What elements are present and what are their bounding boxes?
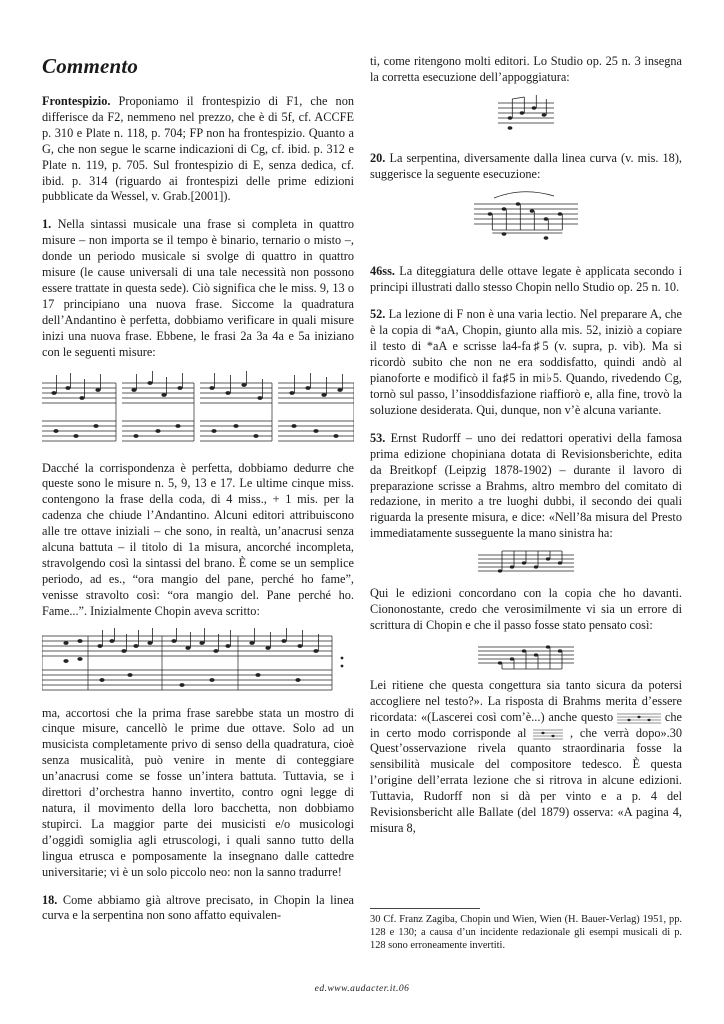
inline-music-brahms-2 [533,727,563,741]
paragraph-note-18 [42,893,354,925]
paragraph-note-46 [370,264,682,296]
inline-music-brahms-1 [617,711,661,725]
footnote-text: 30 Cf. Franz Zagiba, Chopin und Wien, Wien (H. Bauer-Verlag) 1951, pp. 128 e 130; a causa d’un incidente redazionale gli esempi musicali di p. 128 sono erroneamente invertiti. [370,914,682,951]
label-note-46: 46ss. [370,263,395,278]
staff-group-3 [200,383,272,441]
text-note-1a: Nella sintassi musicale una frase si completa in quattro misure – non importa se il tempo è binario, ternario o misto –, donde un periodo musicale si svolge di quattro in quattro misure (le cause universali di una tale necessità non possono essere trattate in questa sede). Ciò significa che le miss. 9, 13 o 17 principiano una nuova frase. Siccome la quadratura dell’Andantino è perfetta, dobbiamo verificare in quali misure inizi una nuova frase. Ebbene, le frasi 2a 3a 4a e 5a iniziano con le seguenti misure: [42,217,354,359]
page-title: Commento [42,54,139,78]
paragraph-frontespizio [42,94,354,205]
footnote [370,908,682,952]
text-note-52: La lezione di F non è una varia lectio. Nel preparare A, che è la copia di *aA, Chopin, giunto alla mis. 52, iniziò a copiare il testo di *aA e scrisse la4-fa♯5 (v. supra, p. vib). Ma si ricordò subito che non ne era soddisfatto, quindi andò al pianoforte e modificò il fa♯5 in mi♭5. Quando, rivedendo Cg, tornò sul passo, l’insoddisfazione riaffiorò e, alla fine, trovò la soluzione desiderata. Qui, dunque, non v’è alcuna variante. [370,307,682,417]
text-note-53c1: Lei ritiene che questa congettura sia tanto sicura da potersi accogliere nel testo?». La risposta di Brahms merita d’essere ricordata: «(Lascerei così com’è...) anche questo [370,677,682,724]
note-stems [57,371,343,398]
music-example-serpentina [474,190,578,252]
note-heads [51,381,342,438]
music-example-appoggiatura [498,93,554,139]
paragraph-note-20 [370,151,682,183]
label-note-52: 52. [370,307,386,322]
paragraph-note-52 [370,307,682,418]
footnote-rule [370,908,480,909]
text-note-46: La diteggiatura delle ottave legate è applicata secondo i principi illustrati dallo stesso Chopin nello Studio op. 25 n. 10. [370,263,682,294]
music-example-measures [42,369,354,453]
paragraph-note-1c: ma, accortosi che la prima frase sarebbe stata un mostro di cinque misure, cancellò le prime due ottave. Solo ad un musicista completamente privo di senso della quadratura, cioè senza musicalità, può venire in mente di conteggiare un’anacrusi come se fosse un’intera battuta. Tuttavia, se i direttori d’orchestra hanno invertito, contro ogni legge di natura, il movimento della loro bacchetta, non dobbiamo stupirci. La maggior parte dei musicisti e/o musicologi d’oggidì somiglia agli etruscologi, i quali sanno tutto della lingua etrusca e pomposamente la insegnano dalle cattedre universitarie; vi è un solo piccolo neo: non la sanno tradurre! [42,705,354,879]
paragraph-note-53b: Qui le edizioni concordano con la copia che ho davanti. Ciononostante, credo che verosimilmente vi sia un errore di scrittura di Chopin e che il passo fosse stato pensato così: [370,586,682,632]
label-note-53: 53. [370,430,386,445]
music-example-rudorff-conjecture [478,641,574,671]
music-example-rudorff-original [478,549,574,579]
label-note-1: 1. [42,217,52,232]
page-footer: ed.www.audacter.it.06 [314,984,410,994]
text-note-53a: Ernst Rudorff – uno dei redattori operativi della famosa prima edizione chopiniana dotata di Revisionsberichte, edita da Breitkopf (Leipzig 1878-1902) – durante il lavoro di preparazione scrisse a Brahms, altro membro del comitato di redazione, in merito a tre luoghi dubbi, il secondo dei quali riguarda la presente misura, e dice: «Nell’8a misura del Presto immediatamente susseguente la mano sinistra ha: [370,430,682,541]
text-note-53c2: che in certo modo corrisponde al [370,709,682,740]
paragraph-note-1 [42,217,354,360]
right-column [370,54,682,837]
paragraph-note-53 [370,431,682,542]
music-example-initial-draft [42,628,354,698]
text-note-20: La serpentina, diversamente dalla linea curva (v. mis. 18), suggerisce la seguente esecuzione: [370,150,682,181]
label-note-20: 20. [370,150,386,165]
draft-semicolon [341,656,344,667]
text-note-53c3: , che verrà dopo».30 Quest’osservazione rivela quanto straordinaria fosse la sensibilità musicale del compositore tedesco. È questa l’origine dell’errata lezione che si ritrova in alcune edizioni. Tuttavia, Rudorff non si dà per vinto e a p. 4 del Revisionsbericht alle Ballate (del 1879) osserva: «A pagina 4, misura 8, [370,725,683,835]
paragraph-note-18-continued: ti, come ritengono molti editori. Lo Studio op. 25 n. 3 insegna la corretta esecuzione dell’appoggiatura: [370,54,682,84]
label-frontespizio: Frontespizio. [42,94,111,108]
left-column [42,54,354,924]
label-note-18: 18. [42,892,58,907]
text-frontespizio: Proponiamo il frontespizio di F1, che non differisce da F2, nemmeno nel prezzo, che è di 5f, cf. ACCFE p. 310 e Plate n. 118, p. 704; FP non ha frontespizio. Quanto a G, che non segue le scarne indicazioni di Cg, cf. ibid. p. 312 e Plate n. 119, p. 705. Sul frontespizio di E, senza dedica, cf. ibid. p. 314 (riguardo ai frontespizi delle prime edizioni pubblicate da Wessel, v. Grab.[2001]). [42,94,354,204]
paragraph-note-1b: Dacché la corrispondenza è perfetta, dobbiamo dedurre che queste sono le misure n. 5, 9, 13 e 17. Le ultime cinque miss. contengono la frase della coda, di 4 miss., + 1 mis. per la cadenza che chiude l’Andantino. Alcuni editori attribuiscono alle tre ottave iniziali – che sono, in realtà, un’anacrusi senza alcuna battuta – il titolo di 1a misura, ancorché incompleta, stravolgendo così la sintassi del brano. È come se un semplice periodo, ad es., “ora mangio del pane, perché ho fame”, venisse stravolto così: “ora mangio del. Pane perché ho. Fame...”. Inizialmente Chopin aveva scritto: [42,460,354,618]
paragraph-note-53c [370,678,682,837]
text-note-18-left: Come abbiamo già altrove precisato, in Chopin la linea curva e la serpentina non sono affatto equivalen- [42,892,354,923]
